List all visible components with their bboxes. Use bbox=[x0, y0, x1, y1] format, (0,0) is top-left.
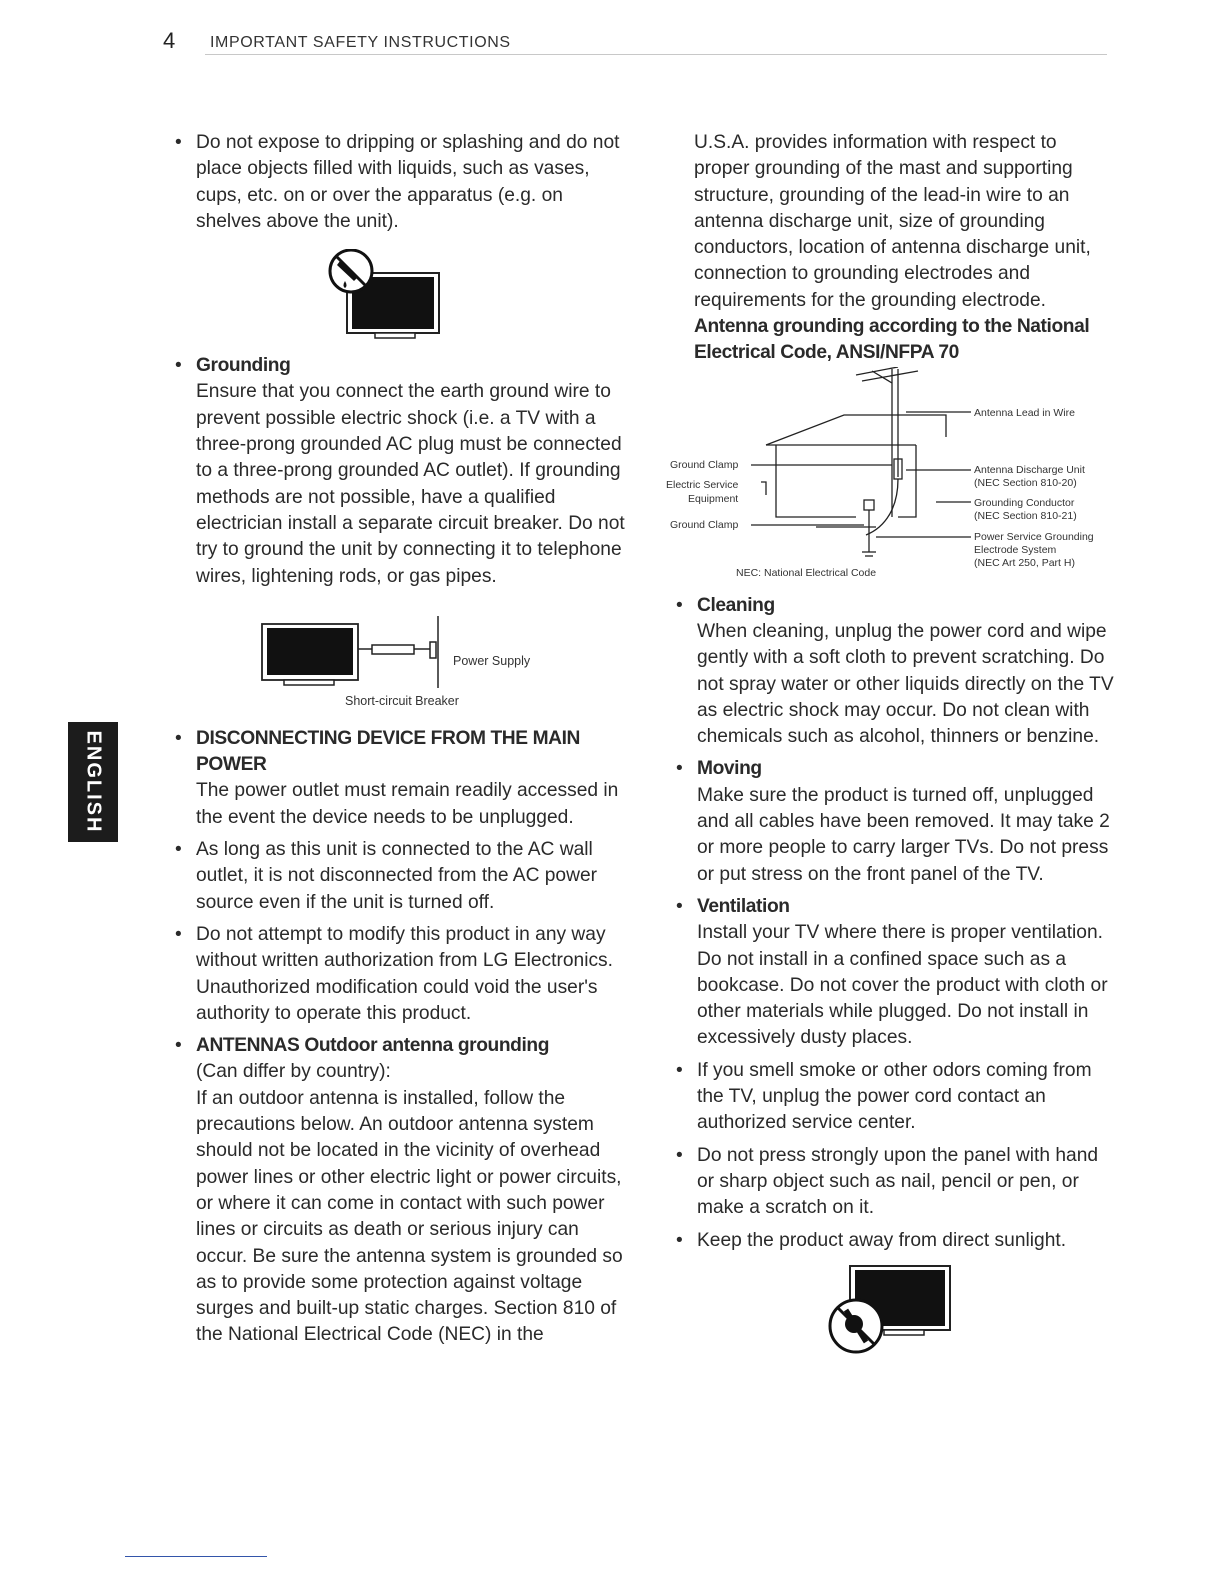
tv-breaker-diagram bbox=[260, 616, 460, 696]
grounding-conductor-label: Grounding Conductor bbox=[974, 496, 1075, 509]
bullet: • bbox=[676, 1144, 683, 1166]
power-service-label-1: Power Service Grounding bbox=[974, 530, 1094, 543]
disconnecting-title: DISCONNECTING DEVICE FROM THE MAIN POWER bbox=[196, 727, 581, 776]
sunlight-text: Keep the product away from direct sunlight. bbox=[697, 1229, 1067, 1251]
right-column bbox=[666, 130, 1116, 1360]
discharge-unit-ref: (NEC Section 810-20) bbox=[974, 476, 1077, 489]
bullet: • bbox=[175, 727, 182, 749]
ventilation-text: Install your TV where there is proper ventilation. Do not install in a confined space such as a bookcase. Do not cover the product with cloth or other materials while plugged. Do not install in excessively dusty places. bbox=[697, 922, 1108, 1049]
antennas-subtitle: (Can differ by country): bbox=[196, 1061, 391, 1083]
disconnecting-text: The power outlet must remain readily accessed in the event the device needs to be unplugged. bbox=[196, 780, 619, 828]
ground-clamp-label-2: Ground Clamp bbox=[670, 518, 739, 531]
no-liquid-icon bbox=[323, 249, 463, 349]
grounding-text: Ensure that you connect the earth ground wire to prevent possible electric shock (i.e. a TV with a three-prong grounded AC plug must be connected to a three-prong grounded AC outlet). If grounding methods are not possible, have a qualified electrician install a separate circuit breaker. Do not try to ground the unit by connecting it to telephone wires, lightening rods, or gas pipes. bbox=[196, 381, 625, 587]
bullet: • bbox=[175, 355, 182, 377]
moving-text: Make sure the product is turned off, unplugged and all cables have been removed. It may take 2 or more people to carry larger TVs. Do not press or put stress on the front panel of the TV. bbox=[697, 784, 1110, 885]
list-item-ventilation bbox=[676, 894, 1116, 1052]
grounding-conductor-ref: (NEC Section 810-21) bbox=[974, 509, 1077, 522]
list-item-modify bbox=[175, 922, 630, 1027]
modify-text: Do not attempt to modify this product in any way without written authorization from LG Electronics. Unauthorized modification could void the user's authority to operate this product. bbox=[196, 923, 613, 1024]
antenna-lead-label: Antenna Lead in Wire bbox=[974, 406, 1075, 419]
antennas-text: If an outdoor antenna is installed, follow the precautions below. An outdoor antenna system should not be located in the vicinity of overhead power lines or other electric light or power circuits, or where it can come in contact with such power lines or circuits as death or serious injury can occur. Be sure the antenna system is grounded so as to provide some protection against voltage surges and built-up static charges. Section 810 of the National Electrical Code (NEC) in the bbox=[196, 1087, 623, 1346]
bullet: • bbox=[175, 923, 182, 945]
electric-service-label-2: Equipment bbox=[688, 492, 739, 505]
no-sunlight-icon bbox=[826, 1264, 966, 1360]
header-divider bbox=[205, 54, 1107, 55]
grounding-title: Grounding bbox=[196, 355, 291, 377]
language-tab bbox=[68, 722, 118, 842]
breaker-label: Short-circuit Breaker bbox=[345, 693, 459, 708]
list-item-sunlight bbox=[676, 1228, 1116, 1254]
antenna-continued-text: U.S.A. provides information with respect to proper grounding of the mast and supporting structure, grounding of the lead-in wire to an antenna discharge unit, size of grounding conductors, location of antenna discharge unit, connection to grounding electrodes and requirements for the grounding electrode. bbox=[694, 132, 1091, 311]
ground-clamp-label-1: Ground Clamp bbox=[670, 458, 739, 471]
power-supply-label: Power Supply bbox=[453, 653, 531, 668]
moving-title: Moving bbox=[697, 758, 762, 780]
list-item-ac-outlet bbox=[175, 837, 630, 916]
list-item-antennas bbox=[175, 1033, 630, 1349]
cleaning-text: When cleaning, unplug the power cord and wipe gently with a soft cloth to prevent scratching. Do not spray water or other liquids directly on the TV as electric shock may occur. Do not clean with chemicals such as alcohol, thinners or benzine. bbox=[697, 620, 1114, 748]
electric-service-label-1: Electric Service bbox=[666, 478, 739, 491]
antennas-title: ANTENNAS Outdoor antenna grounding bbox=[196, 1035, 550, 1057]
press-text: Do not press strongly upon the panel with hand or sharp object such as nail, pencil or pen, or make a scratch on it. bbox=[697, 1144, 1099, 1219]
list-item-press bbox=[676, 1143, 1116, 1222]
antenna-continued bbox=[676, 130, 1116, 367]
smoke-text: If you smell smoke or other odors coming from the TV, unplug the power cord contact an authorized service center. bbox=[697, 1059, 1092, 1134]
bullet: • bbox=[175, 132, 182, 153]
left-column bbox=[175, 130, 630, 1355]
discharge-unit-label: Antenna Discharge Unit bbox=[974, 463, 1085, 476]
grounding-figure bbox=[175, 596, 630, 726]
bullet: • bbox=[676, 895, 683, 917]
no-liquid-figure bbox=[175, 241, 630, 353]
cleaning-title: Cleaning bbox=[697, 594, 775, 616]
power-service-label-3: (NEC Art 250, Part H) bbox=[974, 556, 1075, 569]
list-item-grounding bbox=[175, 353, 630, 590]
nec-note: NEC: National Electrical Code bbox=[736, 566, 877, 579]
antenna-grounding-heading: Antenna grounding according to the National Electrical Code, ANSI/NFPA 70 bbox=[694, 316, 1090, 364]
power-service-label-2: Electrode System bbox=[974, 543, 1057, 556]
list-item-dripping bbox=[175, 130, 630, 235]
list-item-disconnecting bbox=[175, 726, 630, 831]
antenna-grounding-diagram bbox=[666, 367, 1116, 593]
list-item-smoke bbox=[676, 1058, 1116, 1137]
footer-rule bbox=[125, 1556, 267, 1557]
bullet: • bbox=[676, 594, 683, 616]
ac-outlet-text: As long as this unit is connected to the AC wall outlet, it is not disconnected from the AC power source even if the unit is turned off. bbox=[196, 839, 598, 913]
bullet: • bbox=[175, 839, 182, 861]
page-number: 4 bbox=[163, 28, 176, 53]
page-title: IMPORTANT SAFETY INSTRUCTIONS bbox=[210, 34, 511, 51]
bullet: • bbox=[676, 758, 683, 780]
list-item-moving bbox=[676, 756, 1116, 887]
bullet: • bbox=[676, 1229, 683, 1251]
no-sunlight-figure bbox=[676, 1260, 1116, 1360]
ventilation-title: Ventilation bbox=[697, 895, 790, 917]
language-tab-label: ENGLISH bbox=[82, 730, 105, 834]
dripping-text: Do not expose to dripping or splashing and do not place objects filled with liquids, such as vases, cups, etc. on or over the apparatus (e.g. on shelves above the unit). bbox=[196, 132, 620, 232]
list-item-cleaning bbox=[676, 593, 1116, 751]
bullet: • bbox=[676, 1059, 683, 1081]
bullet: • bbox=[175, 1035, 182, 1057]
